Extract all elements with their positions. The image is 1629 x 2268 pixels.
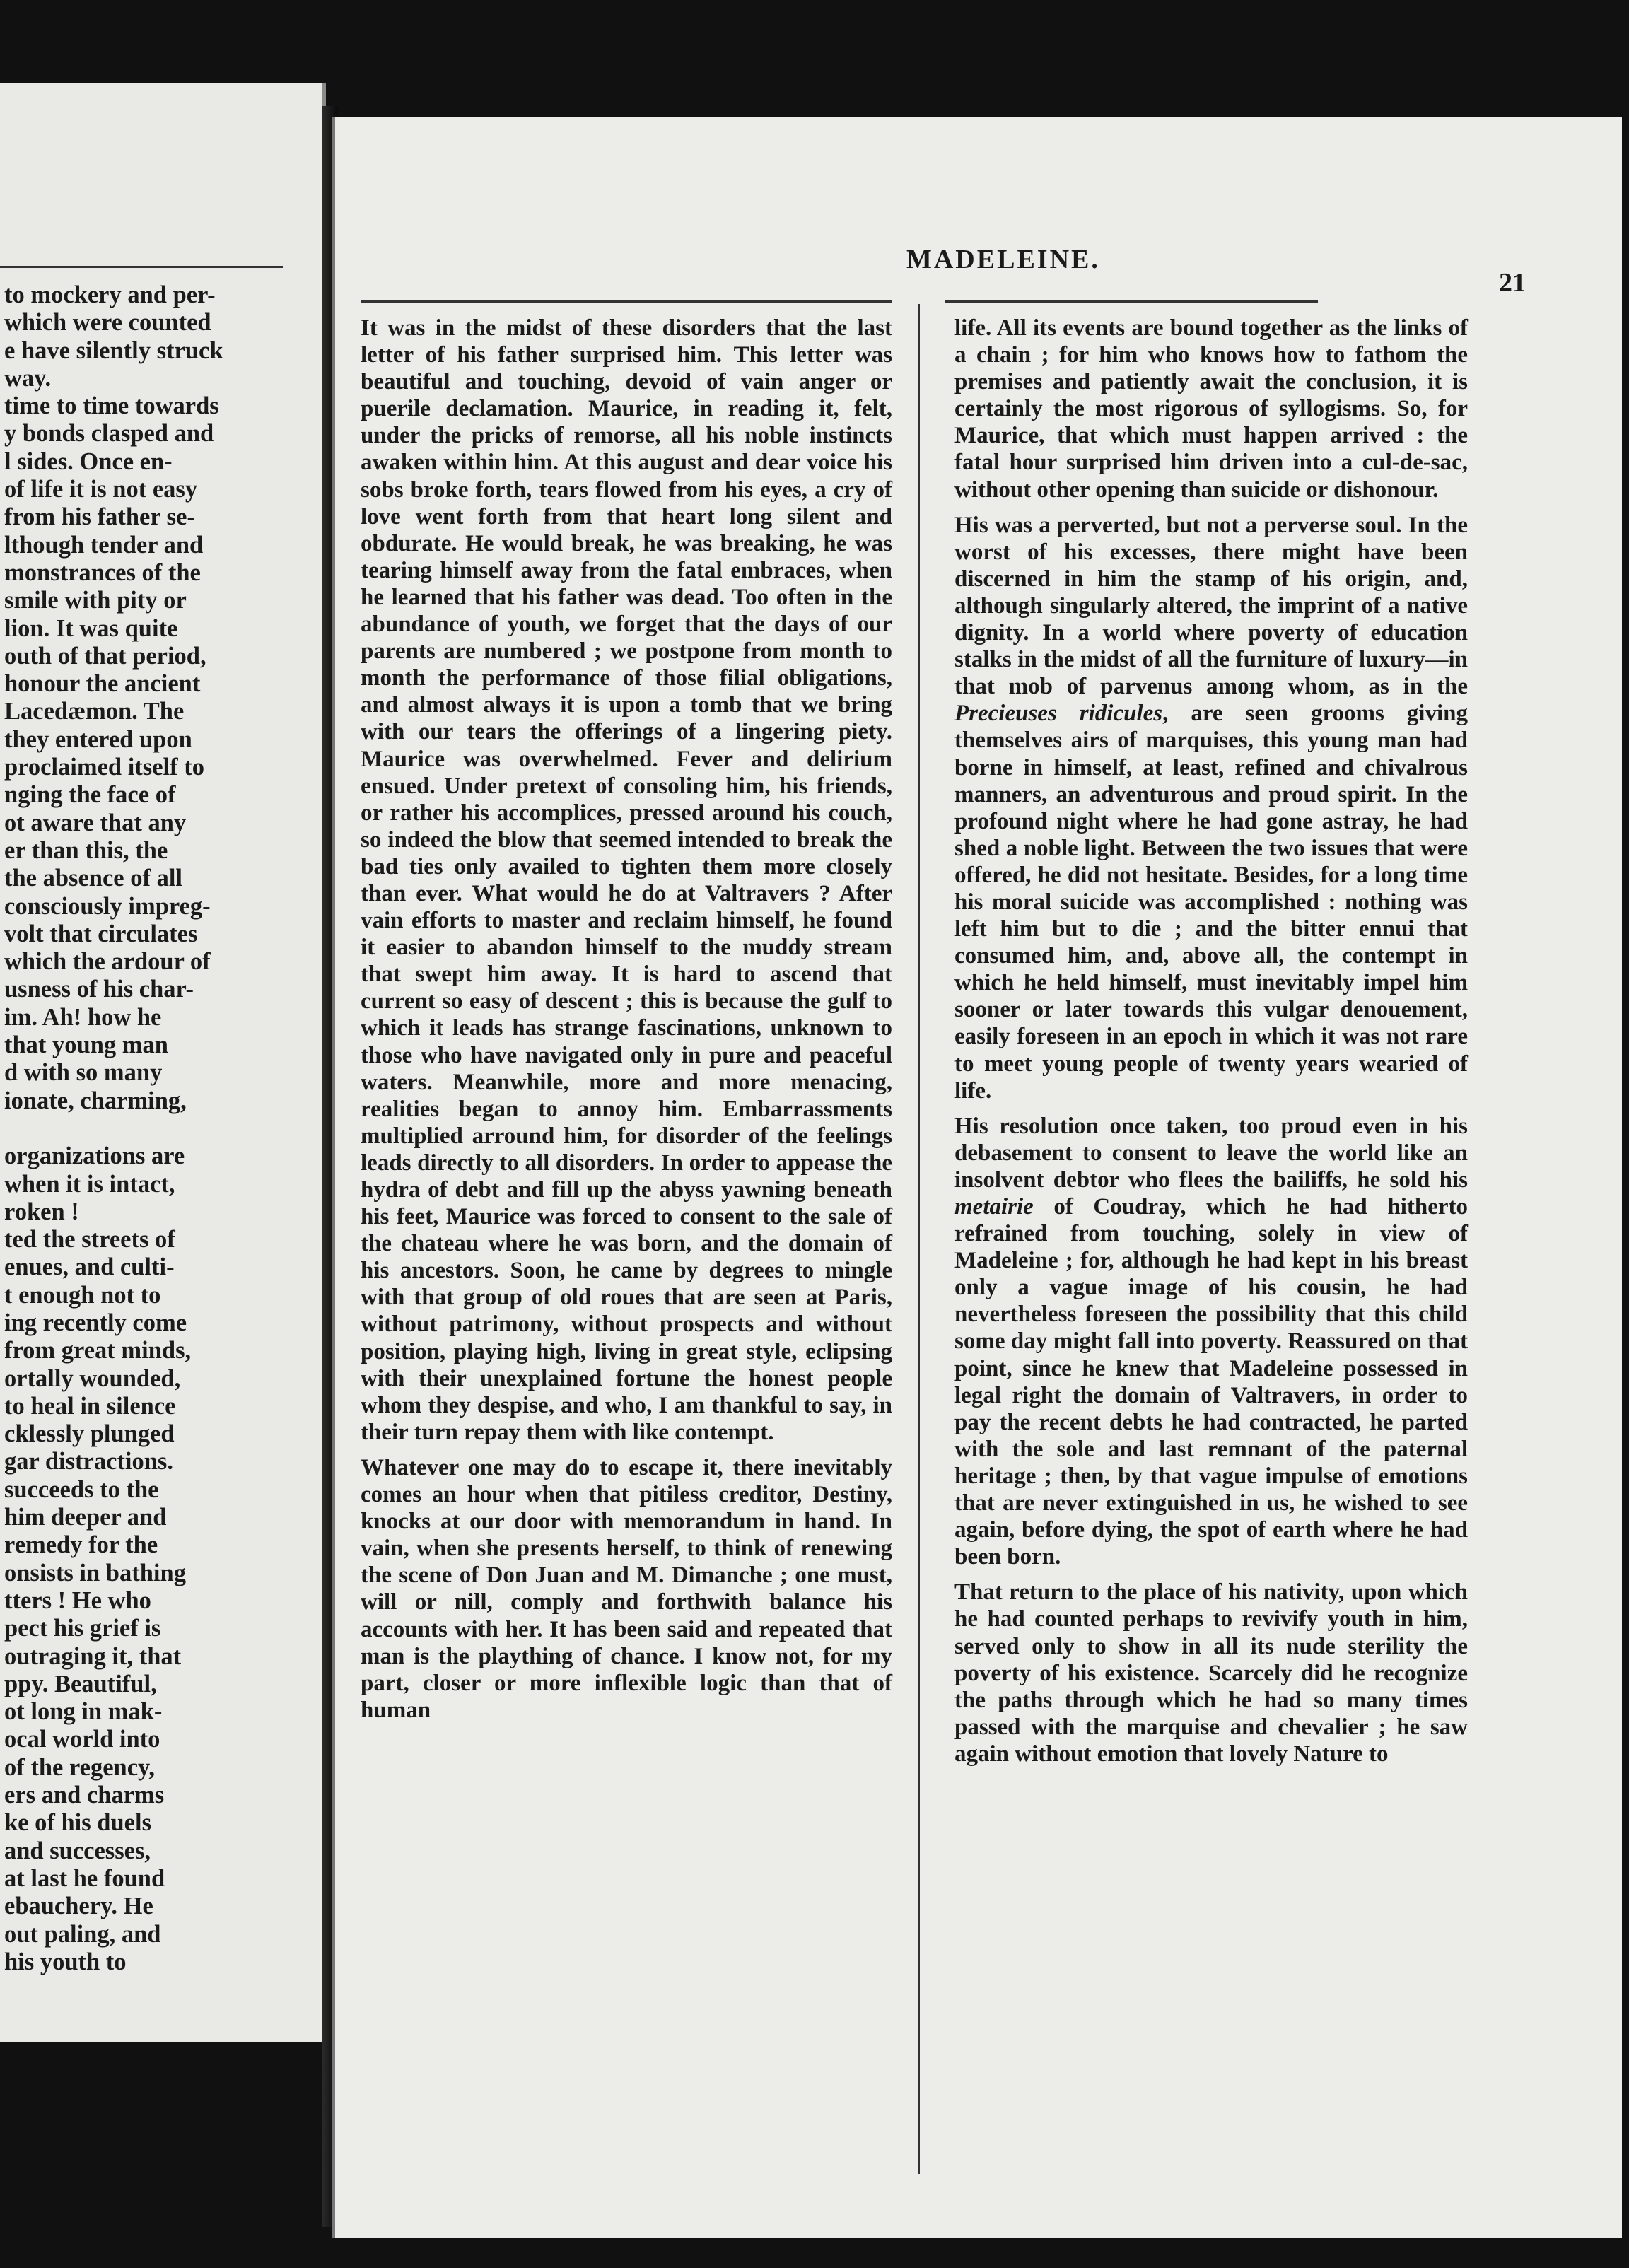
- left-page-line: ppy. Beautiful,: [4, 1670, 157, 1697]
- left-page-line: which the ardour of: [4, 948, 211, 976]
- left-page-line: ocal world into: [4, 1726, 160, 1753]
- left-page-line: ot aware that any: [4, 809, 187, 836]
- left-page-line: out paling, and: [4, 1920, 161, 1948]
- text-run: His resolution once taken, too proud even in his debasement to consent to leave the world like an insolvent debtor who flees the bailiffs, he sold his: [954, 1113, 1468, 1193]
- left-page-line: his youth to: [4, 1948, 127, 1975]
- left-page-line: l sides. Once en-: [4, 448, 173, 475]
- left-page-line: ers and charms: [4, 1782, 165, 1809]
- left-page-line: volt that circulates: [4, 920, 198, 947]
- left-page-line: ted the streets of: [4, 1226, 175, 1253]
- left-page-line: pect his grief is: [4, 1615, 161, 1642]
- left-page-line: organizations are: [4, 1142, 185, 1170]
- left-page-line: ing recently come: [4, 1309, 187, 1336]
- facing-page-left: [0, 83, 326, 2042]
- left-page-line: they entered upon: [4, 725, 192, 753]
- running-title: MADELEINE.: [906, 245, 1100, 274]
- left-page-line: from his father se-: [4, 503, 195, 531]
- left-page-line: from great minds,: [4, 1337, 192, 1364]
- left-page-line: time to time towards: [4, 392, 219, 420]
- text-run: of Coudray, which he had hitherto refrained from touching, solely in view of Madeleine ; for, although he had kept in his breast only a vague image of his cousin, he had nevertheless foreseen the possibility that this child some day might fall into poverty. Reassured on that point, since he knew that Madeleine possessed in legal right the domain of Valtravers, in order to pay the recent debts he had contracted, he parted with the sole and last remnant of the paternal heritage ; then, by that vague impulse of emotions that are never extinguished in us, he wished to see again, before dying, the spot of earth where he had been born.: [954, 1194, 1468, 1570]
- left-page-line: im. Ah! how he: [4, 1003, 162, 1031]
- left-page-line: consciously impreg-: [4, 892, 211, 920]
- left-page-line: cklessly plunged: [4, 1420, 175, 1448]
- left-page-line: onsists in bathing: [4, 1559, 186, 1586]
- left-page-line: gar distractions.: [4, 1448, 173, 1475]
- left-page-line: er than this, the: [4, 836, 168, 864]
- left-page-line: tters ! He who: [4, 1586, 151, 1614]
- head-rule-left: [361, 300, 892, 303]
- italic-title: Precieuses ridicules: [954, 701, 1163, 727]
- left-page-line: d with so many: [4, 1059, 163, 1087]
- left-page-line: lthough tender and: [4, 531, 204, 559]
- left-page-line: to heal in silence: [4, 1392, 176, 1420]
- left-page-line: which were counted: [4, 309, 211, 337]
- left-page-line: of the regency,: [4, 1753, 156, 1781]
- left-page-line: ortally wounded,: [4, 1364, 181, 1392]
- left-page-line: enues, and culti-: [4, 1253, 175, 1281]
- left-page-line: proclaimed itself to: [4, 754, 204, 781]
- left-page-line: [4, 1115, 287, 1142]
- left-page-line: ke of his duels: [4, 1809, 152, 1837]
- paragraph: [954, 1113, 1468, 1571]
- left-page-line: outraging it, that: [4, 1642, 182, 1670]
- left-page-line: honour the ancient: [4, 670, 201, 698]
- left-page-line: e have silently struck: [4, 337, 223, 364]
- left-page-line: lion. It was quite: [4, 614, 178, 642]
- left-page-line: Lacedæmon. The: [4, 698, 185, 725]
- left-page-line: succeeds to the: [4, 1475, 159, 1503]
- left-page-line: way.: [4, 364, 52, 392]
- text-run: His was a perverted, but not a perverse soul. In the worst of his excesses, there might have been discerned in him the stamp of his origin, and, although singularly altered, the imprint of a native dignity. In a world where poverty of education stalks in the midst of all the furniture of luxury—in that mob of parvenus among whom, as in the: [954, 512, 1468, 700]
- italic-term: metairie: [954, 1194, 1034, 1220]
- paragraph: It was in the midst of these disorders that the last letter of his father surprised him. This letter was beautiful and touching, devoid of vain anger or puerile declamation. Maurice, in reading it, felt, under the pricks of remorse, all his noble instincts awaken within him. At this august and dear voice his sobs broke forth, tears flowed from his eyes, a cry of love went forth from that heart long silent and obdurate. He would break, he was breaking, he was tearing himself away from the fatal embraces, when he learned that his father was dead. Too often in the abundance of youth, we forget that the days of our parents are numbered ; we postpone from month to month the performance of those filial obligations, and almost always it is upon a tomb that we bring with our tears the offerings of a lingering piety. Maurice was overwhelmed. Fever and delirium ensued. Under pretext of consoling him, his friends, or rather his accomplices, pressed around his couch, so indeed the blow that seemed intended to break the bad ties only availed to tighten them more closely than ever. What would he do at Valtravers ? After vain efforts to master and reclaim himself, he found it easier to abandon himself to the muddy stream that swept him away. It is hard to ascend that current so easy of descent ; this is because the gulf to which it leads has strange fascinations, unknown to those who have navigated only in pure and peaceful waters. Meanwhile, more and more menacing, realities began to annoy him. Embarrassments multiplied arround him, for disorder of the feelings leads directly to all disorders. In order to appease the hydra of debt and fill up the abyss yawning beneath his feet, Maurice was forced to consent to the sale of the chateau where he was born, and the domain of his ancestors. Soon, he came by degrees to mingle with that group of old roues that are seen at Paris, without patrimony, without prospects and without position, playing high, living in great style, eclipsing with their unexplained fortune the honest people whom they despise, and who, I am thankful to say, in their turn repay them with like contempt.: [361, 315, 892, 1445]
- left-page-line: ot long in mak-: [4, 1698, 163, 1726]
- left-page-line: nging the face of: [4, 781, 176, 809]
- left-page-line: at last he found: [4, 1864, 165, 1892]
- left-page-line: t enough not to: [4, 1281, 161, 1309]
- paragraph: life. All its events are bound together as the links of a chain ; for him who knows how to fathom the premises and patiently await the conclusion, it is certainly the most rigorous of syllogisms. So, for Maurice, that which must happen arrived : the fatal hour surprised him driven into a cul-de-sac, without other opening than suicide or dishonour.: [954, 315, 1468, 503]
- left-page-line: and successes,: [4, 1837, 151, 1864]
- left-page-line: of life it is not easy: [4, 476, 198, 503]
- page-number: 21: [1499, 268, 1526, 298]
- left-page-line: outh of that period,: [4, 642, 206, 670]
- left-page-line: when it is intact,: [4, 1170, 175, 1198]
- paragraph: Whatever one may do to escape it, there inevitably comes an hour when that pitiless creditor, Destiny, knocks at our door with memorandum in hand. In vain, when she presents herself, to think of renewing the scene of Don Juan and M. Dimanche ; one must, will or nill, comply and forthwith balance his accounts with her. It has been said and repeated that man is the plaything of chance. I know not, for my part, closer or more inflexible logic than that of human: [361, 1454, 892, 1723]
- paragraph: [954, 512, 1468, 1104]
- left-page-line: smile with pity or: [4, 587, 187, 614]
- left-page-line: usness of his char-: [4, 976, 194, 1003]
- left-page-line: y bonds clasped and: [4, 420, 214, 448]
- left-page-text-column: [4, 281, 287, 1976]
- left-page-line: roken !: [4, 1198, 79, 1225]
- column-divider: [918, 304, 920, 2174]
- left-page-line: monstrances of the: [4, 559, 201, 586]
- text-column-left: [361, 315, 892, 1732]
- left-page-line: ionate, charming,: [4, 1087, 187, 1114]
- left-page-line: to mockery and per-: [4, 281, 216, 308]
- paragraph: That return to the place of his nativity, upon which he had counted perhaps to revivify youth in him, served only to show in all its nude sterility the poverty of his existence. Scarcely did he recognize the paths through which he had so many times passed with the marquise and chevalier ; he saw again without emotion that lovely Nature to: [954, 1579, 1468, 1767]
- left-page-line: ebauchery. He: [4, 1893, 153, 1920]
- left-page-line: remedy for the: [4, 1531, 158, 1559]
- left-page-head-rule: [0, 266, 283, 268]
- left-page-line: that young man: [4, 1031, 168, 1059]
- text-run: , are seen grooms giving themselves airs of marquises, this young man had borne in himself, at least, refined and chivalrous manners, an adventurous and proud spirit. In the profound night where he had gone astray, he had shed a noble light. Between the two issues that were offered, he did not hesitate. Besides, for a long time his moral suicide was accomplished : nothing was left him but to die ; and the bitter ennui that consumed him, and, above all, the contempt in which he held himself, must inevitably impel him sooner or later towards this vulgar denouement, easily foreseen in an epoch in which it was not rare to meet young people of twenty years wearied of life.: [954, 701, 1468, 1104]
- text-column-right: [954, 315, 1468, 1776]
- left-page-line: him deeper and: [4, 1504, 167, 1531]
- left-page-line: the absence of all: [4, 865, 183, 892]
- head-rule-right: [945, 300, 1318, 303]
